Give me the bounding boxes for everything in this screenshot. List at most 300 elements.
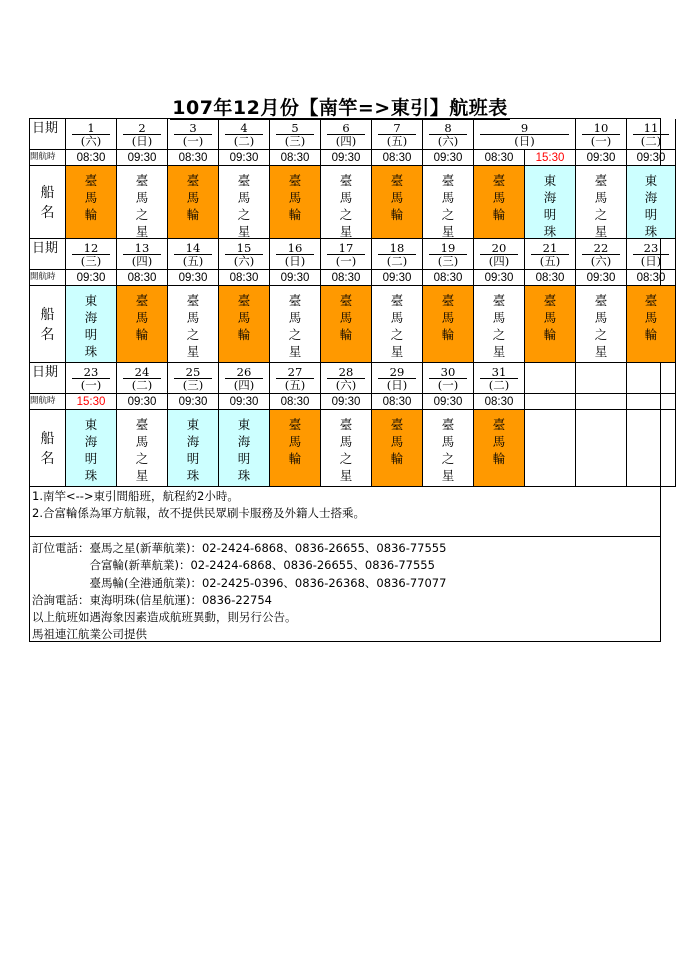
ship-name-char: 海	[237, 434, 251, 449]
contact-line: 臺馬輪(全港通航業)：02-2425-0396、0836-26368、0836-77077	[32, 575, 447, 590]
ship-name-char: 輪	[441, 327, 455, 342]
date-cell	[372, 363, 423, 394]
day-number: 20	[480, 242, 518, 255]
schedule-block	[30, 363, 660, 487]
date-cell	[474, 363, 525, 394]
date-cell	[576, 239, 627, 270]
ship-name-char: 之	[390, 327, 404, 342]
ship-name-char: 東	[237, 417, 251, 432]
ship-name-char: 馬	[644, 310, 658, 325]
weekday: (五)	[386, 134, 408, 148]
departure-time: 15:30	[525, 150, 576, 166]
departure-time: 08:30	[117, 270, 168, 286]
departure-time: 09:30	[168, 270, 219, 286]
ship-name-char: 珠	[543, 224, 557, 239]
ship-name-char: 馬	[441, 190, 455, 205]
ship-name-cell	[168, 166, 219, 239]
date-cell	[168, 239, 219, 270]
departure-time: 09:30	[474, 270, 525, 286]
weekday: (六)	[233, 254, 255, 268]
departure-time	[627, 394, 676, 410]
ship-name-char: 之	[135, 207, 149, 222]
weekday: (四)	[131, 254, 153, 268]
ship-name-cell	[423, 166, 474, 239]
ship-name-char: 之	[186, 327, 200, 342]
ship-name-char: 臺	[441, 417, 455, 432]
ship-name-char: 馬	[339, 310, 353, 325]
ship-name-char: 之	[594, 327, 608, 342]
date-cell	[270, 119, 321, 150]
date-cell	[117, 119, 168, 150]
day-number: 3	[174, 122, 212, 135]
ship-name-char: 臺	[594, 293, 608, 308]
ship-name-char: 星	[594, 224, 608, 239]
departure-time: 09:30	[219, 394, 270, 410]
ship-name-char: 輪	[84, 207, 98, 222]
ship-name-char: 明	[543, 207, 557, 222]
day-number: 25	[174, 366, 212, 379]
weekday: (六)	[590, 254, 612, 268]
ship-name-char: 馬	[594, 310, 608, 325]
weekday: (四)	[335, 134, 357, 148]
departure-time: 09:30	[321, 394, 372, 410]
ship-name-char: 星	[441, 468, 455, 483]
date-cell	[627, 119, 676, 150]
ship-name-char: 臺	[390, 417, 404, 432]
ship-name-char: 臺	[135, 417, 149, 432]
ship-name-char: 馬	[135, 190, 149, 205]
departure-time: 09:30	[372, 270, 423, 286]
ship-name-char: 臺	[594, 173, 608, 188]
date-cell	[525, 239, 576, 270]
weekday: (二)	[488, 378, 510, 392]
day-number: 6	[327, 122, 365, 135]
ship-name-char: 馬	[84, 190, 98, 205]
ship-name-char: 輪	[492, 207, 506, 222]
ship-name-cell	[474, 286, 525, 363]
ship-name-char: 臺	[339, 293, 353, 308]
ship-name-cell	[66, 410, 117, 487]
day-number: 27	[276, 366, 314, 379]
ship-name-char: 之	[237, 207, 251, 222]
departure-time: 09:30	[576, 270, 627, 286]
ship-name-char: 臺	[84, 173, 98, 188]
ship-name-char: 臺	[237, 173, 251, 188]
day-number: 14	[174, 242, 212, 255]
ship-name-char: 之	[441, 207, 455, 222]
ship-name-cell	[117, 286, 168, 363]
ship-name-char: 輪	[390, 451, 404, 466]
ship-name-char: 東	[84, 293, 98, 308]
ship-name-cell	[627, 166, 676, 239]
day-number: 12	[72, 242, 110, 255]
contact-section	[30, 540, 660, 644]
day-number: 23	[633, 242, 669, 255]
ship-name-char: 星	[390, 344, 404, 359]
weekday: (一)	[437, 378, 459, 392]
departure-time	[525, 394, 576, 410]
weekday: (日)	[386, 378, 408, 392]
day-number: 8	[429, 122, 467, 135]
departure-time-label: 開航時	[30, 394, 66, 410]
ship-name-char: 輪	[543, 327, 557, 342]
day-number: 21	[531, 242, 569, 255]
day-number: 29	[378, 366, 416, 379]
date-cell	[474, 119, 576, 150]
ship-name-char: 馬	[492, 434, 506, 449]
ship-name-char: 明	[644, 207, 658, 222]
departure-time: 08:30	[372, 394, 423, 410]
departure-time: 09:30	[66, 270, 117, 286]
ship-name-cell	[270, 410, 321, 487]
day-number: 10	[582, 122, 620, 135]
ship-name-cell	[474, 410, 525, 487]
departure-time: 08:30	[525, 270, 576, 286]
ship-name-char: 馬	[441, 434, 455, 449]
ship-name-char: 輪	[644, 327, 658, 342]
ship-name-label: 船 名	[30, 286, 66, 363]
ship-name-label: 船 名	[30, 410, 66, 487]
ship-name-cell	[474, 166, 525, 239]
contact-line: 洽詢電話：東海明珠(信星航運)：0836-22754	[32, 592, 272, 607]
date-cell	[576, 363, 627, 394]
date-cell	[372, 239, 423, 270]
ship-name-char: 馬	[135, 310, 149, 325]
ship-name-char: 之	[135, 451, 149, 466]
weekday: (二)	[386, 254, 408, 268]
ship-name-cell	[525, 286, 576, 363]
ship-name-char: 馬	[186, 190, 200, 205]
ship-name-cell	[321, 286, 372, 363]
weekday: (六)	[335, 378, 357, 392]
ship-name-char: 馬	[594, 190, 608, 205]
departure-time: 08:30	[219, 270, 270, 286]
ship-name-cell	[219, 410, 270, 487]
ship-name-cell	[168, 286, 219, 363]
ship-name-char: 臺	[441, 293, 455, 308]
ship-name-cell	[372, 166, 423, 239]
ship-name-cell	[117, 166, 168, 239]
weekday: (三)	[437, 254, 459, 268]
schedule-table	[29, 118, 666, 642]
ship-name-cell	[117, 410, 168, 487]
ship-name-char: 臺	[492, 417, 506, 432]
weekday: (四)	[488, 254, 510, 268]
date-cell	[576, 119, 627, 150]
ship-name-char: 馬	[288, 190, 302, 205]
departure-time: 08:30	[168, 150, 219, 166]
ship-name-char: 之	[339, 207, 353, 222]
departure-time: 09:30	[576, 150, 627, 166]
date-cell	[66, 363, 117, 394]
day-number: 17	[327, 242, 365, 255]
ship-name-char: 珠	[186, 468, 200, 483]
date-label: 日期	[30, 119, 66, 150]
weekday: (一)	[80, 378, 102, 392]
date-cell	[219, 363, 270, 394]
ship-name-cell	[219, 166, 270, 239]
day-number: 13	[123, 242, 161, 255]
date-cell	[270, 363, 321, 394]
ship-name-cell	[66, 166, 117, 239]
ship-name-char: 臺	[135, 173, 149, 188]
ship-name-char: 馬	[237, 310, 251, 325]
ship-name-char: 珠	[644, 224, 658, 239]
departure-time: 09:30	[423, 394, 474, 410]
schedule-block	[30, 119, 666, 239]
weekday: (一)	[182, 134, 204, 148]
ship-name-cell	[219, 286, 270, 363]
ship-name-char: 明	[84, 327, 98, 342]
ship-name-char: 臺	[135, 293, 149, 308]
ship-name-char: 馬	[390, 434, 404, 449]
date-cell	[168, 363, 219, 394]
ship-name-char: 海	[84, 434, 98, 449]
ship-name-char: 臺	[339, 417, 353, 432]
ship-name-char: 馬	[339, 190, 353, 205]
date-label: 日期	[30, 239, 66, 270]
ship-name-char: 之	[288, 327, 302, 342]
ship-name-char: 臺	[186, 173, 200, 188]
ship-name-char: 馬	[441, 310, 455, 325]
departure-time: 08:30	[474, 150, 525, 166]
ship-name-char: 馬	[186, 310, 200, 325]
date-cell	[423, 363, 474, 394]
ship-name-cell	[270, 286, 321, 363]
ship-name-char: 星	[339, 468, 353, 483]
ship-name-char: 馬	[288, 434, 302, 449]
ship-name-char: 輪	[135, 327, 149, 342]
day-number: 16	[276, 242, 314, 255]
date-cell	[117, 239, 168, 270]
departure-time: 08:30	[627, 270, 676, 286]
ship-name-cell	[525, 166, 576, 239]
ship-name-char: 之	[594, 207, 608, 222]
departure-time: 15:30	[66, 394, 117, 410]
note-line: 1.南竿<-->東引間船班，航程約2小時。	[32, 489, 239, 503]
weekday: (三)	[80, 254, 102, 268]
ship-name-cell	[372, 410, 423, 487]
day-number: 23	[72, 366, 110, 379]
ship-name-cell	[627, 286, 676, 363]
departure-time: 08:30	[270, 150, 321, 166]
notes-section	[30, 488, 660, 537]
ship-name-char: 海	[543, 190, 557, 205]
ship-name-char: 臺	[339, 173, 353, 188]
departure-time: 08:30	[66, 150, 117, 166]
ship-name-char: 星	[186, 344, 200, 359]
day-number: 19	[429, 242, 467, 255]
ship-name-char: 馬	[492, 190, 506, 205]
date-cell	[117, 363, 168, 394]
ship-name-char: 馬	[390, 310, 404, 325]
ship-name-cell	[576, 410, 627, 487]
day-number: 11	[633, 122, 669, 135]
ship-name-char: 馬	[390, 190, 404, 205]
weekday: (五)	[539, 254, 561, 268]
ship-name-char: 臺	[492, 293, 506, 308]
departure-time: 09:30	[321, 150, 372, 166]
ship-name-char: 星	[594, 344, 608, 359]
ship-name-char: 臺	[186, 293, 200, 308]
ship-name-char: 東	[186, 417, 200, 432]
ship-name-char: 之	[492, 327, 506, 342]
ship-name-char: 星	[339, 224, 353, 239]
ship-name-char: 星	[288, 344, 302, 359]
ship-name-cell	[423, 410, 474, 487]
weekday: (六)	[80, 134, 102, 148]
departure-time: 08:30	[321, 270, 372, 286]
ship-name-char: 珠	[84, 344, 98, 359]
ship-name-char: 星	[135, 224, 149, 239]
day-number: 15	[225, 242, 263, 255]
weekday: (二)	[131, 378, 153, 392]
departure-time: 08:30	[372, 150, 423, 166]
date-label: 日期	[30, 363, 66, 394]
weekday: (四)	[233, 378, 255, 392]
date-cell	[66, 119, 117, 150]
weekday: (一)	[590, 134, 612, 148]
ship-name-char: 明	[237, 451, 251, 466]
date-cell	[372, 119, 423, 150]
ship-name-cell	[576, 286, 627, 363]
ship-name-char: 臺	[492, 173, 506, 188]
schedule-block	[30, 239, 666, 363]
date-cell	[525, 363, 576, 394]
date-cell	[321, 239, 372, 270]
ship-name-char: 星	[441, 224, 455, 239]
ship-name-char: 臺	[390, 173, 404, 188]
departure-time: 09:30	[270, 270, 321, 286]
date-cell	[474, 239, 525, 270]
day-number: 18	[378, 242, 416, 255]
departure-time: 09:30	[168, 394, 219, 410]
ship-name-char: 輪	[390, 207, 404, 222]
departure-time: 08:30	[423, 270, 474, 286]
note-line: 2.合富輪係為軍方航報，故不提供民眾刷卡服務及外籍人士搭乘。	[32, 506, 365, 521]
ship-name-char: 臺	[441, 173, 455, 188]
ship-name-char: 臺	[543, 293, 557, 308]
ship-name-char: 馬	[543, 310, 557, 325]
ship-name-char: 臺	[237, 293, 251, 308]
date-cell	[423, 119, 474, 150]
day-number: 1	[72, 122, 110, 135]
ship-name-char: 輪	[186, 207, 200, 222]
ship-name-char: 東	[644, 173, 658, 188]
date-cell	[423, 239, 474, 270]
day-number: 22	[582, 242, 620, 255]
contact-line: 訂位電話：臺馬之星(新華航業)：02-2424-6868、0836-26655、0836-77555	[32, 541, 447, 555]
ship-name-char: 東	[84, 417, 98, 432]
weekday: (二)	[640, 134, 662, 148]
ship-name-cell	[372, 286, 423, 363]
ship-name-char: 馬	[288, 310, 302, 325]
weekday: (日)	[640, 254, 662, 268]
date-cell	[219, 239, 270, 270]
ship-name-cell	[576, 166, 627, 239]
ship-name-char: 海	[84, 310, 98, 325]
ship-name-char: 海	[186, 434, 200, 449]
date-cell	[270, 239, 321, 270]
ship-name-char: 珠	[237, 468, 251, 483]
ship-name-char: 馬	[492, 310, 506, 325]
ship-name-cell	[423, 286, 474, 363]
date-cell	[321, 363, 372, 394]
day-number: 31	[480, 366, 518, 379]
ship-name-char: 明	[186, 451, 200, 466]
date-cell	[219, 119, 270, 150]
weekday: (一)	[335, 254, 357, 268]
weekday: (三)	[284, 134, 306, 148]
departure-time: 09:30	[219, 150, 270, 166]
ship-name-char: 輪	[339, 327, 353, 342]
ship-name-cell	[321, 166, 372, 239]
weekday: (五)	[284, 378, 306, 392]
day-number: 26	[225, 366, 263, 379]
ship-name-char: 臺	[644, 293, 658, 308]
departure-time: 09:30	[627, 150, 676, 166]
ship-name-char: 馬	[339, 434, 353, 449]
ship-name-char: 之	[339, 451, 353, 466]
departure-time-label: 開航時	[30, 150, 66, 166]
ship-name-char: 星	[237, 224, 251, 239]
ship-name-char: 輪	[237, 327, 251, 342]
ship-name-char: 星	[492, 344, 506, 359]
day-number: 28	[327, 366, 365, 379]
departure-time: 08:30	[474, 394, 525, 410]
departure-time	[576, 394, 627, 410]
departure-time-label: 開航時	[30, 270, 66, 286]
date-cell	[168, 119, 219, 150]
ship-name-char: 臺	[288, 417, 302, 432]
ship-name-cell	[627, 410, 676, 487]
weekday: (日)	[514, 134, 535, 148]
day-number: 4	[225, 122, 263, 135]
departure-time: 08:30	[270, 394, 321, 410]
ship-name-cell	[66, 286, 117, 363]
ship-name-cell	[270, 166, 321, 239]
ship-name-char: 珠	[84, 468, 98, 483]
date-cell	[627, 239, 676, 270]
weekday: (二)	[233, 134, 255, 148]
ship-name-char: 臺	[288, 293, 302, 308]
ship-name-cell	[321, 410, 372, 487]
departure-time: 09:30	[117, 394, 168, 410]
contact-line: 以上航班如遇海象因素造成航班異動，則另行公告。	[32, 610, 297, 625]
day-number: 7	[378, 122, 416, 135]
ship-name-char: 星	[135, 468, 149, 483]
weekday: (三)	[182, 378, 204, 392]
ship-name-char: 馬	[135, 434, 149, 449]
ship-name-cell	[168, 410, 219, 487]
day-number: 24	[123, 366, 161, 379]
date-cell	[66, 239, 117, 270]
contact-line: 合富輪(新華航業)：02-2424-6868、0836-26655、0836-77555	[32, 558, 435, 573]
weekday: (日)	[131, 134, 153, 148]
ship-name-label: 船 名	[30, 166, 66, 239]
ship-name-char: 輪	[288, 207, 302, 222]
date-cell	[321, 119, 372, 150]
ship-name-cell	[525, 410, 576, 487]
ship-name-char: 馬	[237, 190, 251, 205]
ship-name-char: 輪	[492, 451, 506, 466]
ship-name-char: 臺	[288, 173, 302, 188]
ship-name-char: 臺	[390, 293, 404, 308]
weekday: (六)	[437, 134, 459, 148]
day-number: 9	[480, 122, 569, 135]
ship-name-char: 東	[543, 173, 557, 188]
contact-line: 馬祖連江航業公司提供	[32, 627, 147, 642]
